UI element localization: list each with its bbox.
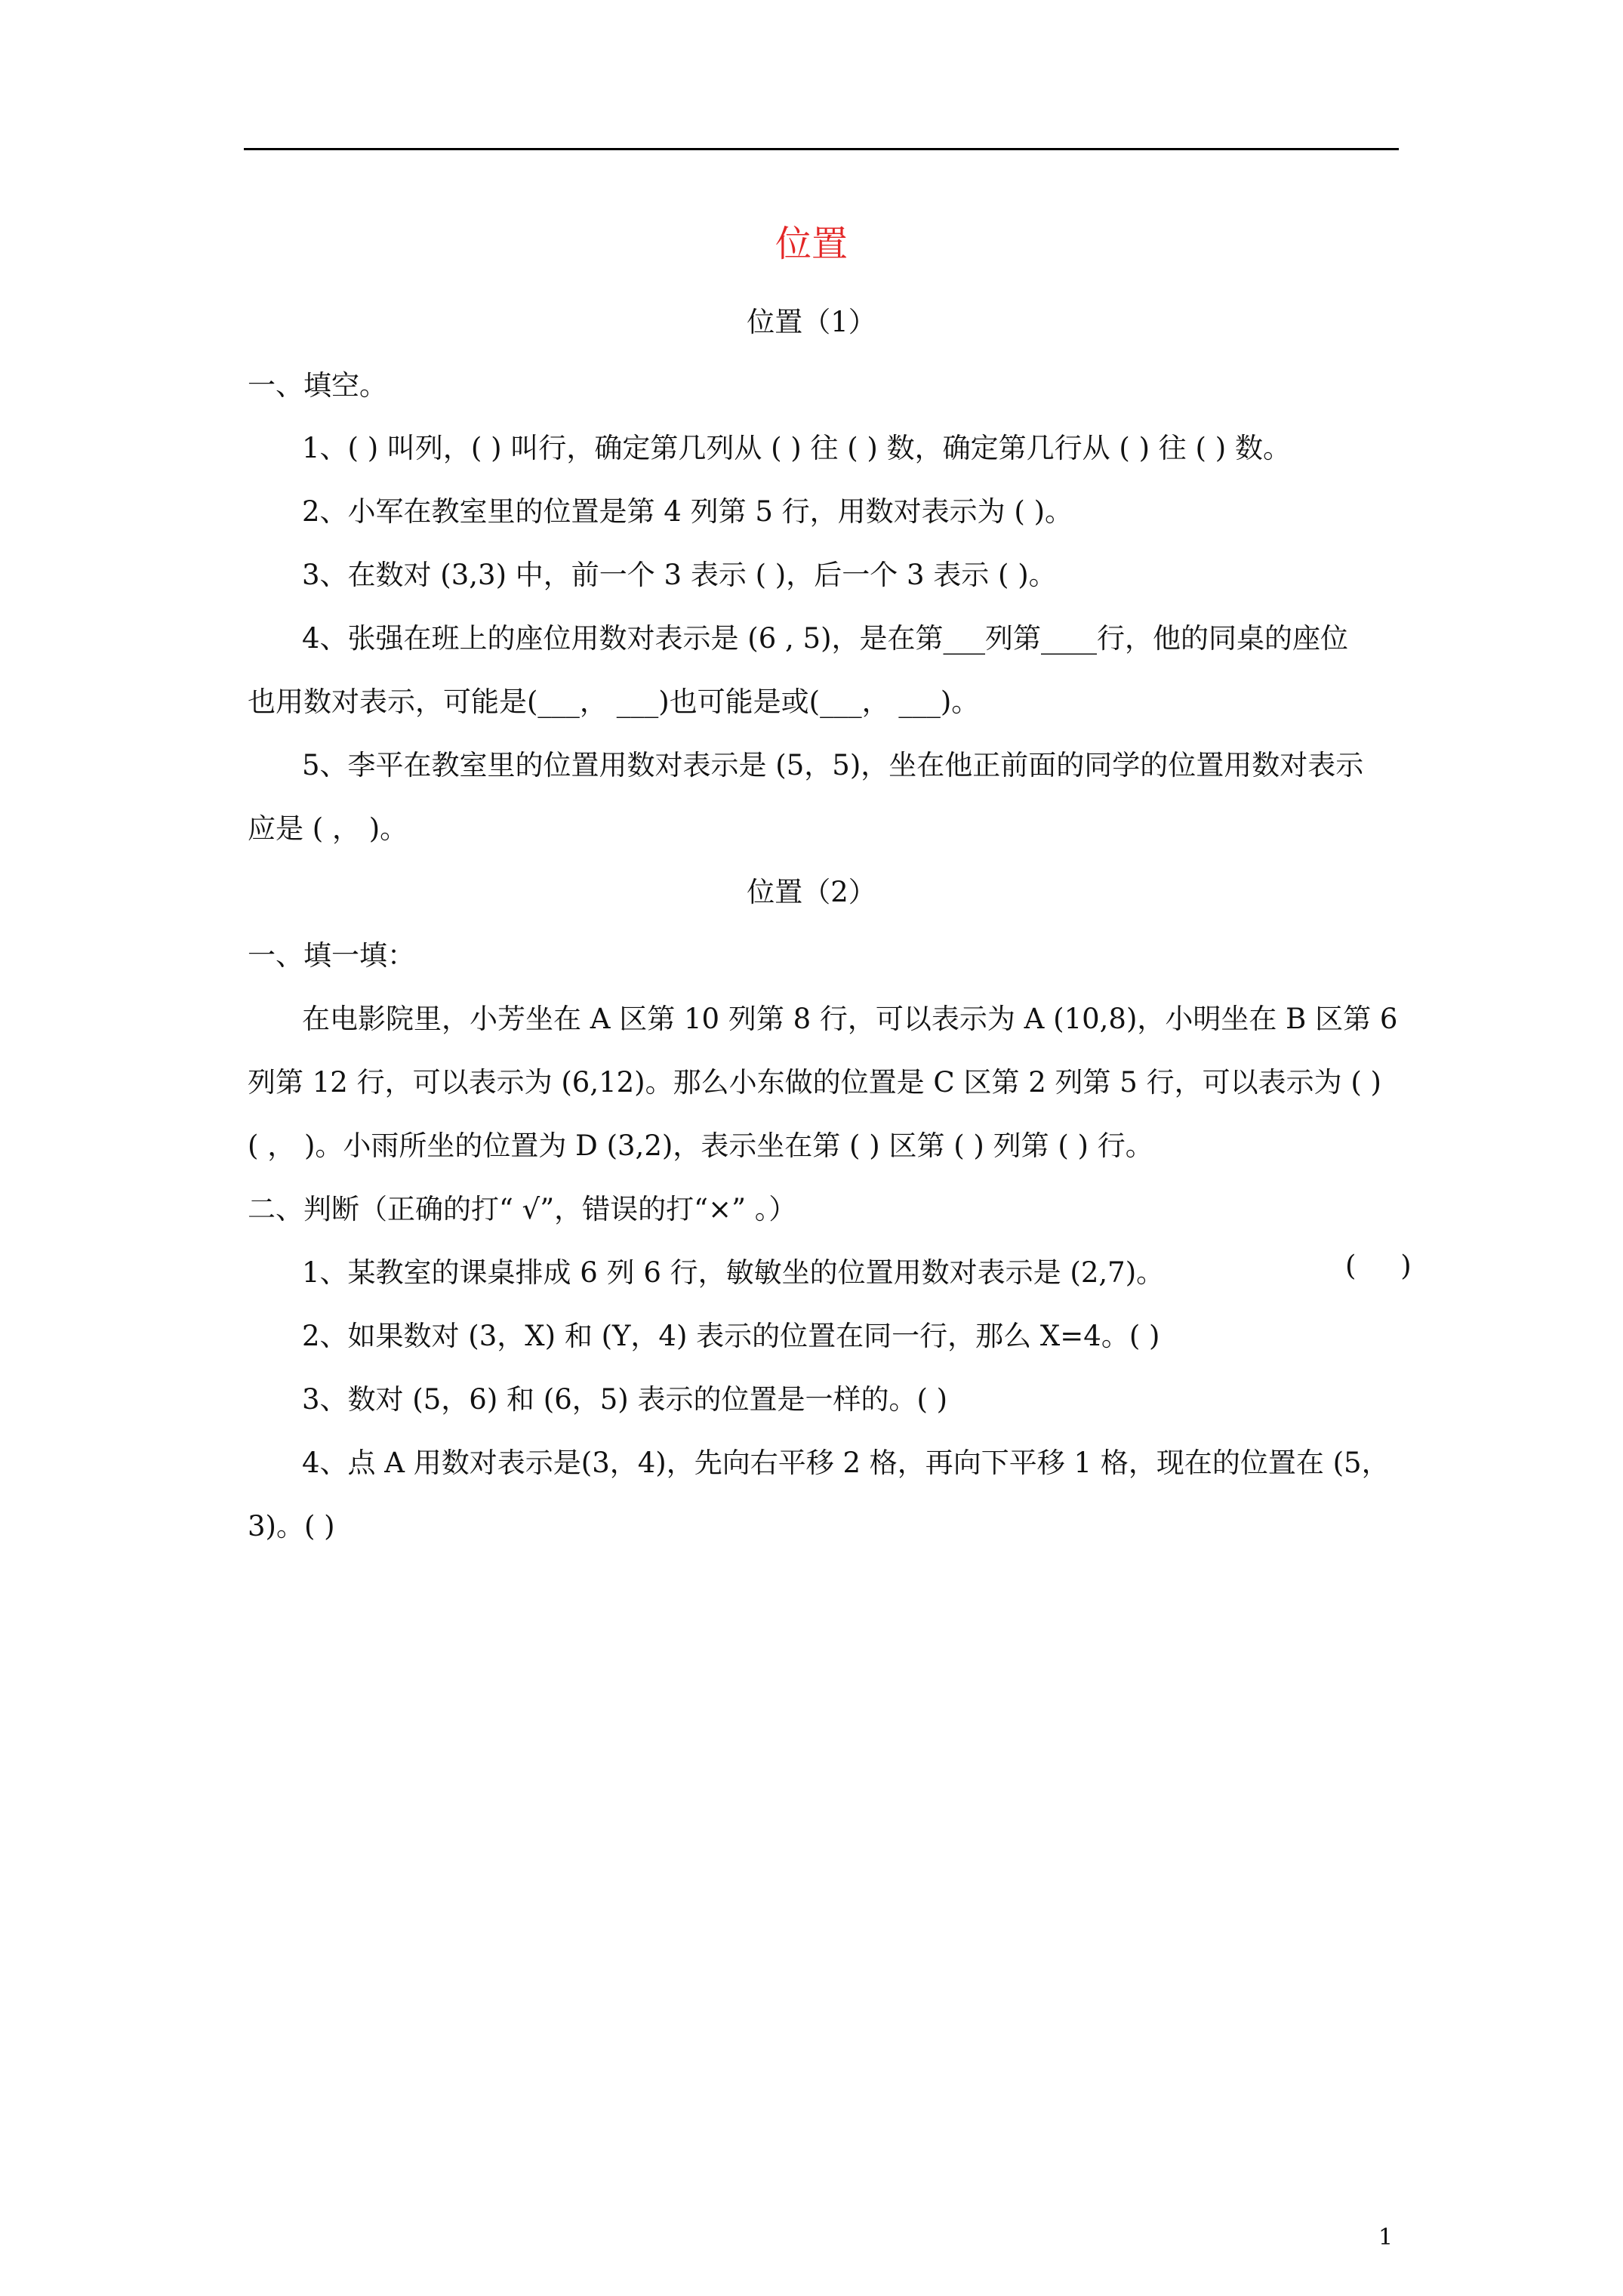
question-line: 列第 12 行，可以表示为 (6,12)。那么小东做的位置是 C 区第 2 列第 5 行，可以表示为 ( ) [248,1066,1381,1099]
question-line: 1、( ) 叫列，( ) 叫行，确定第几列从 ( ) 往 ( ) 数，确定第几行从 ( ) 往 ( ) 数。 [302,432,1291,464]
judge-line: 3、数对 (5，6) 和 (6，5) 表示的位置是一样的。( ) [302,1383,948,1416]
judge-line: 2、如果数对 (3，X) 和 (Y，4) 表示的位置在同一行，那么 X=4。( ) [302,1320,1160,1352]
question-line: ( ， )。小雨所坐的位置为 D (3,2)，表示坐在第 ( ) 区第 ( ) 列第 ( ) 行。 [248,1130,1153,1162]
section-2-part-2-title: 二、判断（正确的打“ √”，错误的打“×” 。） [248,1193,797,1225]
section-2-part-1-title: 一、填一填： [248,939,415,972]
answer-paren: ( ) [1345,1250,1412,1282]
section-2-heading: 位置（2） [747,876,876,908]
question-line: 2、小军在教室里的位置是第 4 列第 5 行，用数对表示为 ( )。 [302,495,1073,528]
question-line: 也用数对表示，可能是(___， ___)也可能是或(___， ___)。 [248,686,980,718]
section-1-heading: 位置（1） [747,306,876,338]
judge-line: 1、某教室的课桌排成 6 列 6 行，敏敏坐的位置用数对表示是 (2,7)。 [302,1256,1165,1289]
header-rule [244,148,1399,150]
page-number: 1 [1378,2224,1394,2251]
question-line: 在电影院里，小芳坐在 A 区第 10 列第 8 行，可以表示为 A (10,8)，小明坐在 B 区第 6 [302,1003,1398,1035]
judge-line: 3)。( ) [248,1510,335,1542]
question-line: 5、李平在教室里的位置用数对表示是 (5，5)，坐在他正前面的同学的位置用数对表示 [302,749,1364,781]
section-1-part-title: 一、填空。 [248,369,387,402]
page-title: 位置 [775,223,848,265]
question-line: 4、张强在班上的座位用数对表示是 (6 , 5)，是在第___列第____行，他的同桌的座位 [302,622,1349,655]
question-line: 应是 ( ， )。 [248,812,408,845]
question-line: 3、在数对 (3,3) 中，前一个 3 表示 ( )，后一个 3 表示 ( )。 [302,559,1057,591]
judge-line: 4、点 A 用数对表示是(3，4)，先向右平移 2 格，再向下平移 1 格，现在的位置在 (5， [302,1447,1390,1479]
